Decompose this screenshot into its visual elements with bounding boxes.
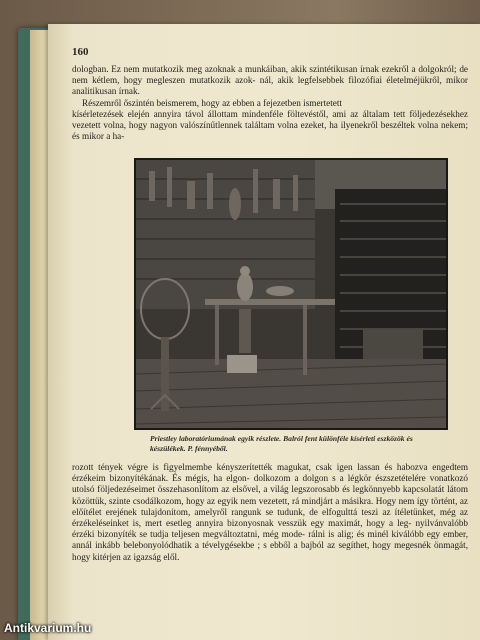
text-line: írnak ezekről a dolgokról; de nem kétlem, hogy megleszen mutatkozik azok- <box>72 64 469 86</box>
text-line: hogy kitérjen az igazság elől. <box>72 551 180 562</box>
text-line: rangunk se tudunk, de elfogulttá teszi az ítéletünket, még az érzékeléseinket <box>72 506 469 529</box>
bottom-text-block <box>72 462 468 563</box>
text-line: a másikra. Hogy nem így történt, az előítélet erejének tulajdonítom, amelyről <box>72 495 469 517</box>
text-line: dologban. Ez nem mutatkozik meg azoknak a munkáiban, akik szintétikusan <box>72 64 358 74</box>
text-line: általam tett följedezésekhez vezetett volna, hogy nagyon valószínűtlennek <box>72 108 469 131</box>
text-line: Részemről őszintén beismerem, hogy az ebben a fejezetben ismertetett <box>82 97 342 108</box>
text-line: írnak. <box>118 86 140 97</box>
text-line: lassan és habozva engedtem érzékeim bizonyítékának. És mégis, ha elgon- <box>72 462 468 484</box>
page-number: 160 <box>72 46 89 58</box>
engraving-illustration <box>135 159 447 429</box>
text-line: összehasonlítom az elsővel, a világ legszorosabb és legkönnyebb kapcsolatát <box>157 484 445 495</box>
text-line: nyilvánvalóbb érzéki bizonyíték se tudja teljesen megváltoztatni, még mode- <box>72 518 469 540</box>
text-line: nál, akik legfelsebbek filozófiai életelméjükről, mikor analitikusan <box>72 75 468 97</box>
text-line: a tévelygésekbe ; s ebből a bajból az segíthet, hogy megesnék önmagát, <box>194 540 468 551</box>
figure-caption <box>150 434 432 453</box>
text-line: is, mert esetleg annyira bizonyosnak vesszük egy maximát, hogy a leg- <box>132 518 412 529</box>
text-line: rálni is alig; és minél kiválóbb egy ember, annál inkább belebonyolódhatik <box>72 529 468 551</box>
text-line: látom közöttük, szinte csodálkozom, hogy az egyik nem vezetett, rá mindjárt <box>72 484 469 506</box>
laboratory-engraving <box>134 158 448 430</box>
text-line: dolkozom a dolgon s a légkör észszetételére vonatkozó utolsó följedezéseimet <box>72 473 469 495</box>
text-line: találtam volna ezeket, ha ilyenekről beszéltek volna nekem; és mikor a ha- <box>72 120 469 142</box>
caption-line: Priestley laboratóriumának egyik részlete. Balról fent különféle kísérleti eszközök és <box>150 434 413 443</box>
text-line: rozott tények végre is figyelmembe kényszerítették magukat, csak igen <box>72 462 353 472</box>
top-text-block <box>72 64 468 142</box>
watermark: Antikvarium.hu <box>4 621 92 635</box>
text-line: kísérletezések elején annyira távol állottam mindenféle föltevéstől, ami az <box>72 108 359 119</box>
caption-line: készülékek. P. fénnyéből. <box>150 443 228 453</box>
